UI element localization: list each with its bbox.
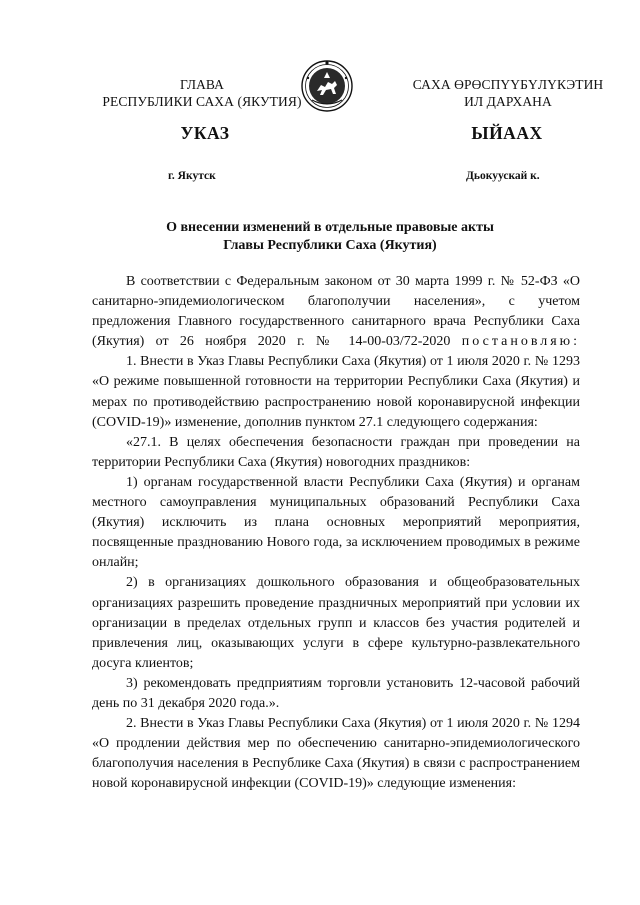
issuer-russian bbox=[82, 76, 322, 110]
item-1-paragraph: 1. Внести в Указ Главы Республики Саха (Якутия) от 1 июля 2020 г. № 1293 «О режиме повышенной готовности на территории Республики Саха (Якутия) и мерах по противодействию распространению новой коронавирусной инфекции (COVID-19)» изменение, дополнив пунктом 27.1 следующего содержания: bbox=[92, 354, 580, 430]
postanovlyayu-word: постановляю: bbox=[461, 334, 581, 350]
coat-of-arms-icon bbox=[300, 58, 354, 114]
city-yakut: Дьокуускай к. bbox=[466, 170, 540, 182]
title-line2: Главы Республики Саха (Якутия) bbox=[223, 237, 437, 253]
subitem-1-paragraph: 1) органам государственной власти Республики Саха (Якутия) и органам местного самоуправления муниципальных образований Республики Саха (Якутия) исключить из плана основных мероприятий мероприятия, посвященные празднованию Нового года, за исключением проводимых в режиме онлайн; bbox=[92, 474, 580, 571]
issuer-russian-line2: РЕСПУБЛИКИ САХА (ЯКУТИЯ) bbox=[102, 94, 302, 109]
item-27-1-paragraph: «27.1. В целях обеспечения безопасности граждан при проведении на территории Республики Саха (Якутия) новогодних праздников: bbox=[92, 434, 580, 470]
document-title bbox=[120, 219, 540, 254]
subitem-2-paragraph: 2) в организациях дошкольного образования и общеобразовательных организациях разрешить проведение праздничных мероприятий при условии их организации в пределах отдельных групп и классов без участия родителей и привлечения лиц, оказывающих услуги в сфере культурно-развлекательного досуга клиентов; bbox=[92, 575, 580, 671]
item-2-paragraph: 2. Внести в Указ Главы Республики Саха (Якутия) от 1 июля 2020 г. № 1294 «О продлении действия мер по обеспечению санитарно-эпидемиологического благополучия населения в Республике Саха (Якутия) в связи с распространением новой коронавирусной инфекции (COVID-19)» следующие изменения: bbox=[92, 716, 580, 792]
issuer-yakut-line1: САХА ӨРӨСПҮҮБҮЛҮКЭТИН bbox=[412, 77, 604, 92]
preamble-text: В соответствии с Федеральным законом от 30 марта 1999 г. № 52-ФЗ «О санитарно-эпидемиологическом благополучии населения», с учетом предложения Главного государственного санитарного врача Республики Саха (Якутия) от 26 ноября 2020 г. № 14-00-03/72-2020 bbox=[92, 274, 580, 350]
issuer-russian-line1: ГЛАВА bbox=[179, 77, 225, 92]
document-body bbox=[92, 272, 580, 794]
preamble-paragraph bbox=[92, 272, 580, 352]
decree-label-yakut: ЫЙААХ bbox=[471, 123, 543, 143]
issuer-yakut-line2: ИЛ ДАРХАНА bbox=[464, 94, 552, 109]
issuer-yakut bbox=[392, 76, 624, 110]
decree-label-russian: УКАЗ bbox=[180, 123, 230, 143]
city-russian: г. Якутск bbox=[168, 170, 216, 182]
subitem-3-paragraph: 3) рекомендовать предприятиям торговли установить 12-часовой рабочий день по 31 декабря 2020 года.». bbox=[92, 675, 580, 711]
title-line1: О внесении изменений в отдельные правовые акты bbox=[166, 220, 494, 235]
